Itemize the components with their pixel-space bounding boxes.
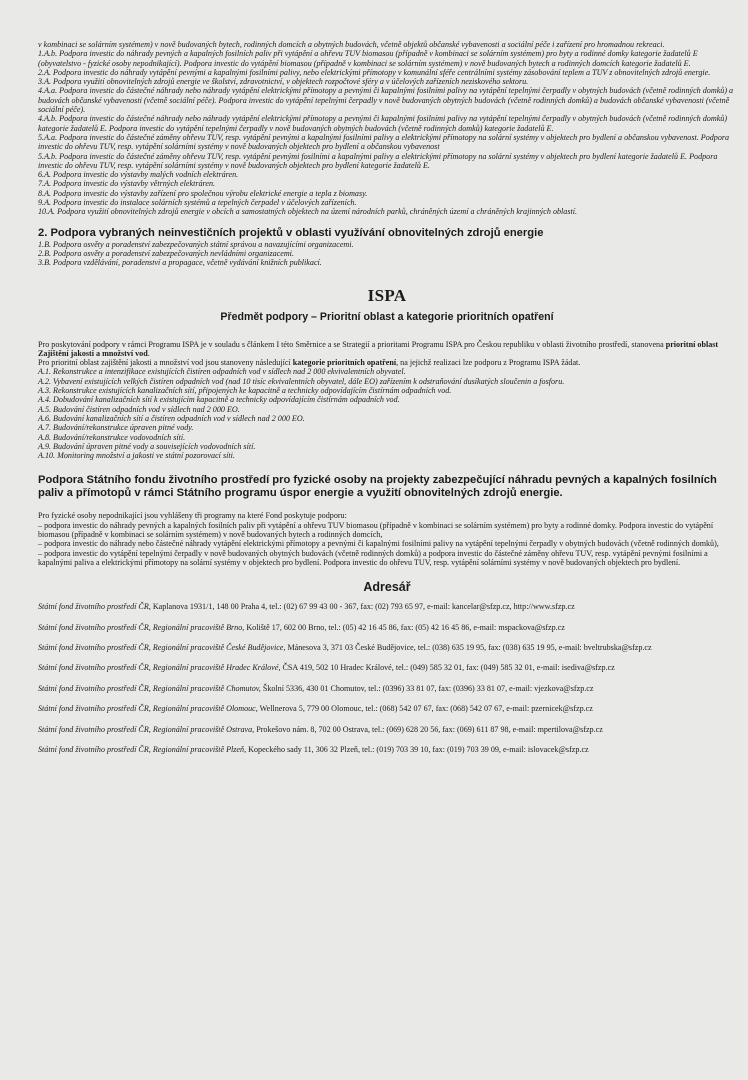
fond-line: – podpora investic do náhrady nebo částečné náhrady vytápění elektrickými přímotopy a pevnými či kapalnými fosilními palivy na vytápění tepelnými čerpadly v obytných budovách (včetně rodinných domků),: [38, 539, 719, 549]
section-2-item: 1.B. Podpora osvěty a poradenství zabezpečovaných státní správou a navazujícími organizacemi.: [38, 239, 354, 249]
fond-line: – podpora investic do náhrady pevných a kapalných fosilních paliv při vytápění a ohřevu TUV biomasou (případně v kombinaci se solárním systémem) pro byty a rodinné domky. Podpora investic do vytápění biomasou (případně v kombinaci se solárním systémem) v nově budovaných bytech a rodinných domcích,: [38, 520, 714, 539]
address-entry: [38, 745, 736, 754]
address-details: ČSA 419, 502 10 Hradec Králové, tel.: (049) 585 32 01, fax: (049) 585 32 01, e-mail: isediva@sfzp.cz: [280, 663, 615, 673]
institution-name: Státní fond životního prostředí ČR, Regionální pracoviště Olomouc,: [38, 704, 258, 714]
ispa-subheading: Předmět podpory – Prioritní oblast a kategorie prioritních opatření: [220, 310, 554, 323]
institution-name: Státní fond životního prostředí ČR, Regionální pracoviště Chomutov,: [38, 683, 261, 693]
program-item: 5.A.b. Podpora investic do částečné záměny ohřevu TUV, resp. vytápění pevnými fosilními a kapalnými palivy a elektrickými přímotopy na solární systémy v objektech pro bydlení kategorie žadatelů E. Podpora investic do ohřevu TUV, resp. vytápění solárními systémy v nově budovaných objektech pro bydlení kategorie žadatelů E.: [38, 151, 718, 170]
address-details: Kaplanova 1931/1, 148 00 Praha 4, tel.: (02) 67 99 43 00 - 367, fax: (02) 793 65 97, e-mail: kancelar@sfzp.cz, http://www.sfzp.cz: [150, 602, 575, 612]
program-item: 9.A. Podpora investic do instalace solárních systémů a tepelných čerpadel v účelových zařízeních.: [38, 198, 357, 208]
address-details: Kopeckého sady 11, 306 32 Plzeň, tel.: (019) 703 39 10, fax: (019) 703 39 09, e-mail: islovacek@sfzp.cz: [246, 745, 589, 755]
institution-name: Státní fond životního prostředí ČR, Regionální pracoviště Hradec Králové,: [38, 663, 281, 673]
program-items-list: [38, 40, 736, 217]
address-entry: [38, 704, 736, 713]
ispa-item: A.10. Monitoring množství a jakosti ve státní pozorovací síti.: [38, 451, 235, 461]
ispa-intro-paragraph: [38, 340, 736, 359]
institution-name: Státní fond životního prostředí ČR, Regionální pracoviště České Budějovice,: [38, 642, 286, 652]
ispa-intro-end: .: [147, 348, 150, 358]
program-item: 4.A.a. Podpora investic do částečné náhrady nebo náhrady vytápění elektrickými přímotopy a pevnými či kapalnými fosilními palivy na vytápění tepelnými čerpadly v obytných budovách (včetně rodinných domků) a budovách občanské vybavenosti (včetně sociální péče). Podpora investic do vytápění tepelnými čerpadly v nově budovaných obytných budovách (včetně rodinných domků) a budovách občanské vybavenosti (včetně sociální péče).: [38, 86, 734, 115]
section-2-list: [38, 240, 736, 268]
section-2-item: 2.B. Podpora osvěty a poradenství zabezpečovaných nevládními organizacemi.: [38, 248, 294, 258]
program-item: 1.A.b. Podpora investic do náhrady pevných a kapalných fosilních paliv při vytápění a ohřevu TUV biomasou (případně v kombinaci se solárním systémem) pro byty a rodinné domky kategorie žadatelů E (obyvatelstvo - fyzické osoby nepodnikající). Podpora investic do vytápění biomasou (případně v kombinaci se solárním systémem) v nově budovaných bytech a rodinných domcích kategorie žadatelů E.: [38, 49, 698, 68]
address-details: Koliště 17, 602 00 Brno, tel.: (05) 42 16 45 86, fax: (05) 42 16 45 86, e-mail: mspackova@sfzp.cz: [244, 622, 565, 632]
program-item: v kombinaci se solárním systémem) v nově budovaných bytech, rodinných domcích a obytných budovách, včetně objektů občanské vybavenosti a sociální péče i zařízení pro hromadnou rekreaci.: [38, 40, 665, 49]
ispa-items-list: [38, 367, 736, 460]
program-item: 10.A. Podpora využití obnovitelných zdrojů energie v obcích a samostatných objektech na území národních parků, chráněných území a chráněných krajinných oblastí.: [38, 207, 578, 217]
fond-programs: [38, 511, 736, 567]
ispa-item: A.2. Vybavení existujících velkých čistíren odpadních vod (nad 10 tisíc ekvivalentních obyvatel, dále EO) zařízením k odstraňování dusíkatých sloučenin a fosforu.: [38, 376, 565, 386]
address-entry: [38, 663, 736, 672]
fond-line: Pro fyzické osoby nepodnikající jsou vyhlášeny tři programy na které Fond poskytuje podporu:: [38, 511, 347, 521]
institution-name: Státní fond životního prostředí ČR,: [38, 602, 151, 612]
address-entry: [38, 643, 736, 652]
ispa-item: A.7. Budování/rekonstrukce úpraven pitné vody.: [38, 423, 194, 433]
section-2-item: 3.B. Podpora vzdělávání, poradenství a propagace, včetně vydávání knižních publikací.: [38, 258, 322, 268]
address-details: Mánesova 3, 371 03 České Budějovice, tel.: (038) 635 19 95, fax: (038) 635 19 95, e-mail: bveltrubska@sfzp.cz: [285, 642, 652, 652]
institution-name: Státní fond životního prostředí ČR, Regionální pracoviště Plzeň,: [38, 745, 247, 755]
ispa-heading: ISPA: [367, 285, 407, 305]
address-entry: [38, 684, 736, 693]
program-item: 3.A. Podpora využití obnovitelných zdrojů energie ve školství, zdravotnictví, v objektech rozpočtové sféry a v účelových zařízeních neziskového sektoru.: [38, 77, 529, 87]
program-item: 2.A. Podpora investic do náhrady vytápění pevnými a kapalnými fosilními palivy, nebo elektrickými přímotopy v komunální sféře centrálními systémy zásobování teplem a TUV z obnovitelných zdrojů energie.: [38, 67, 711, 77]
institution-name: Státní fond životního prostředí ČR, Regionální pracoviště Brno,: [38, 622, 245, 632]
address-entry: [38, 725, 736, 734]
address-details: Školní 5336, 430 01 Chomutov, tel.: (0396) 33 81 07, fax: (0396) 33 81 07, e-mail: vjezkova@sfzp.cz: [260, 683, 594, 693]
ispa-item: A.9. Budování úpraven pitné vody a souvisejících vodovodních sítí.: [38, 441, 256, 451]
institution-name: Státní fond životního prostředí ČR, Regionální pracoviště Ostrava,: [38, 724, 255, 734]
fond-heading: Podpora Státního fondu životního prostředí pro fyzické osoby na projekty zabezpečující náhradu pevných a kapalných fosilních paliv a přímotopů v rámci Státního programu úspor energie a využití obnovitelných zdrojů energie.: [38, 474, 717, 500]
ispa-categories-end: , na jejichž realizaci lze podporu z Programu ISPA žádat.: [396, 358, 581, 368]
address-details: Wellnerova 5, 779 00 Olomouc, tel.: (068) 542 07 67, fax: (068) 542 07 67, e-mail: pzernicek@sfzp.cz: [257, 704, 593, 714]
section-2-heading: 2. Podpora vybraných neinvestičních projektů v oblasti využívání obnovitelných zdrojů energie: [38, 226, 544, 239]
ispa-item: A.8. Budování/rekonstrukce vodovodních sítí.: [38, 432, 186, 442]
fond-line: – podpora investic do vytápění tepelnými čerpadly v nově budovaných obytných budovách (včetně rodinných domků) a podpora investic do částečné záměny ohřevu TUV, resp. vytápění pevnými fosilními a kapalnými paliva a elektrickými přímotopy na solární systémy v objektech pro bydlení. Podpora investic do ohřevu TUV, resp. vytápění solárními systémy v nově budovaných objektech pro bydlení.: [38, 548, 708, 567]
ispa-intro-text: Pro poskytování podpory v rámci Programu ISPA je v souladu s článkem I této Směrnice a se Strategií a prioritami Programu ISPA pro Českou republiku v oblasti životního prostředí, stanovena: [38, 339, 666, 349]
address-entry: [38, 623, 736, 632]
ispa-priority-area: prioritní oblast Zajištění jakosti a množství vod: [38, 339, 719, 358]
ispa-item: A.3. Rekonstrukce existujících kanalizačních sítí, připojených ke kapacitně a technicky odpovídajícím čistírnám odpadních vod.: [38, 386, 452, 396]
program-item: 7.A. Podpora investic do výstavby větrných elektráren.: [38, 179, 216, 189]
ispa-item: A.1. Rekonstrukce a intenzifikace existujících čistíren odpadních vod v sídlech nad 2 000 ekvivalentních obyvatel.: [38, 367, 406, 377]
address-list: [38, 602, 736, 754]
ispa-categories-text: Pro prioritní oblast zajištění jakosti a množství vod jsou stanoveny následující: [38, 358, 293, 368]
address-entry: [38, 602, 736, 611]
program-item: 5.A.a. Podpora investic do částečné záměny ohřevu TUV, resp. vytápění pevnými a kapalnými fosilními palivy a elektrickými přímotopy na solární systémy v objektech pro bydlení a občanskou vybavenost. Podpora investic do ohřevu TUV, resp. vytápění solárními systémy v nově budovaných objektech pro bydlení a občanskou vybavenost: [38, 132, 730, 152]
adresar-heading: Adresář: [363, 580, 411, 595]
ispa-item: A.5. Budování čistíren odpadních vod v sídlech nad 2 000 EO.: [38, 404, 240, 414]
address-details: Prokešovo nám. 8, 702 00 Ostrava, tel.: (069) 628 20 56, fax: (069) 611 87 98, e-mail: mpertilova@sfzp.cz: [254, 724, 603, 734]
program-item: 8.A. Podpora investic do výstavby zařízení pro společnou výrobu elektrické energie a tepla z biomasy.: [38, 188, 368, 198]
ispa-item: A.6. Budování kanalizačních sítí a čistíren odpadních vod v sídlech nad 2 000 EO.: [38, 413, 305, 423]
program-item: 6.A. Podpora investic do výstavby malých vodních elektráren.: [38, 170, 239, 180]
ispa-item: A.4. Dobudování kanalizačních sítí k existujícím kapacitně a technicky odpovídajícím čistírnám odpadních vod.: [38, 395, 400, 405]
program-item: 4.A.b. Podpora investic do částečné náhrady nebo náhrady vytápění elektrickými přímotopy a pevnými či kapalnými fosilními palivy na vytápění tepelnými čerpadly v obytných budovách (včetně rodinných domků) kategorie žadatelů E. Podpora investic do vytápění tepelnými čerpadly v nově budovaných obytných budovách (včetně rodinných domků) kategorie žadatelů E.: [38, 114, 728, 133]
ispa-categories-bold: kategorie prioritních opatření: [292, 358, 397, 368]
ispa-categories-paragraph: [38, 358, 736, 367]
